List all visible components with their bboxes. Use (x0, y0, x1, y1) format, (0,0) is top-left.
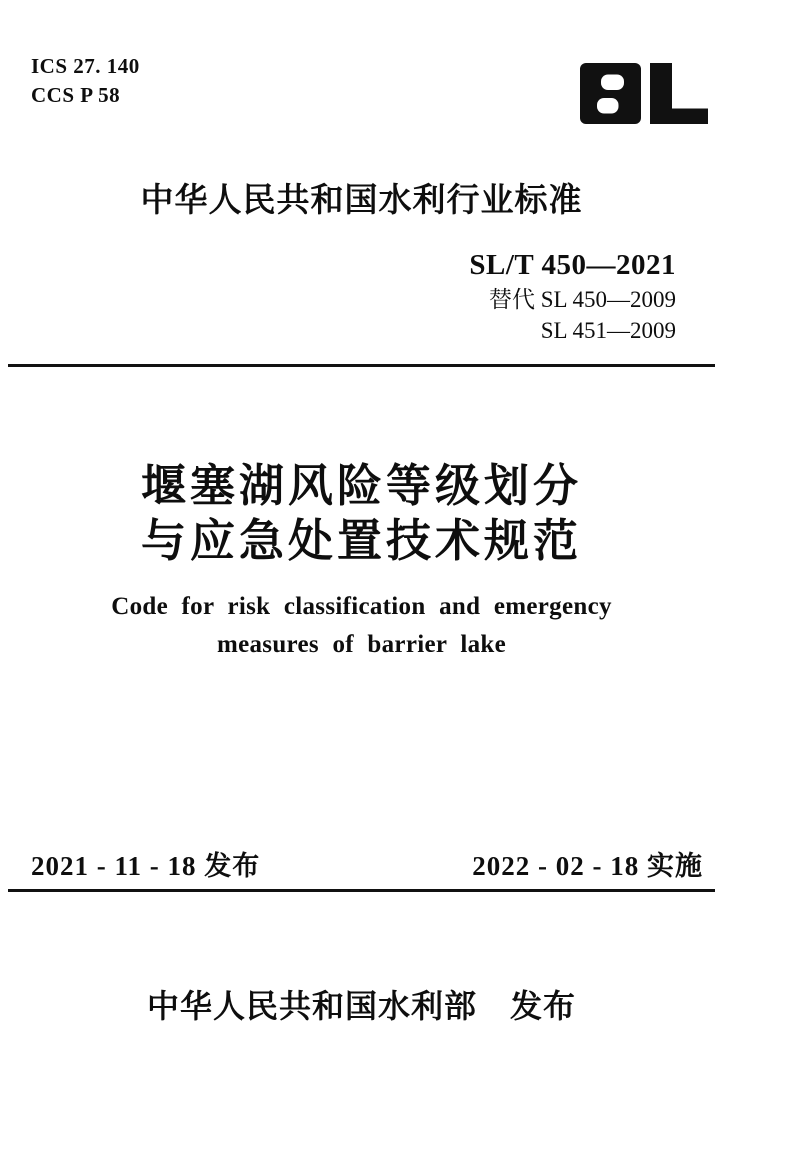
ics-code: ICS 27. 140 (31, 54, 140, 78)
document-title-en (8, 588, 715, 664)
effective-date-block (472, 844, 703, 883)
ccs-code: CCS P 58 (31, 83, 121, 107)
replaced-standard-2: SL 451—2009 (540, 318, 676, 343)
classification-codes (31, 52, 140, 110)
replaced-standard-1: 替代 SL 450—2009 (489, 287, 676, 312)
sl-logo-icon (580, 63, 708, 124)
document-title-cn (8, 458, 715, 568)
issue-date: 2021 - 11 - 18 发布 (31, 851, 261, 881)
standard-number: SL/T 450—2021 (469, 249, 676, 281)
standard-number-block (469, 247, 676, 346)
top-divider (8, 364, 715, 367)
title-en-line1: Code for risk classification and emergency (111, 593, 612, 620)
effective-date: 2022 - 02 - 18 实施 (472, 851, 703, 881)
publisher-line: 中华人民共和国水利部 发布 (146, 988, 576, 1024)
bottom-divider (8, 889, 715, 892)
standard-category-title: 中华人民共和国水利行业标准 (140, 181, 583, 218)
issue-date-block (31, 844, 260, 883)
title-en-line2: measures of barrier lake (216, 631, 507, 658)
title-cn-line1: 堰塞湖风险等级划分 (140, 460, 582, 511)
title-cn-line2: 与应急处置技术规范 (140, 515, 582, 566)
